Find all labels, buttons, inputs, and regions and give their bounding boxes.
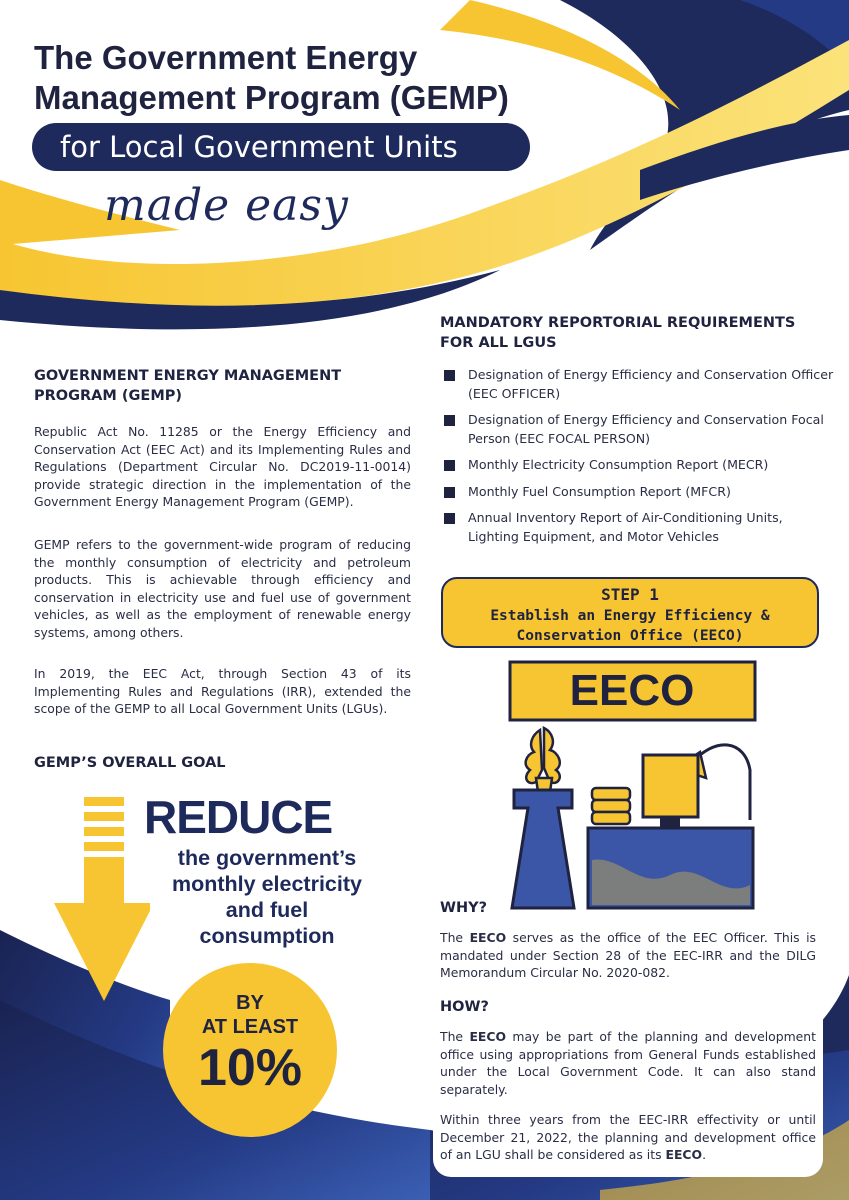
requirements-heading <box>440 313 830 353</box>
step-label: STEP 1 <box>601 585 659 604</box>
why-paragraph <box>440 929 816 982</box>
gemp-heading-line-2: PROGRAM (GEMP) <box>34 388 183 404</box>
title-line-1: The Government Energy <box>34 39 418 76</box>
why-bold: EECO <box>469 930 507 945</box>
requirements-heading-line-2: FOR ALL LGUS <box>440 335 557 351</box>
how-paragraph-1 <box>440 1028 816 1098</box>
how-heading: HOW? <box>440 999 489 1015</box>
goal-heading: GEMP’S OVERALL GOAL <box>34 755 226 771</box>
eeco-office-illustration <box>500 660 765 915</box>
badge-percent: 10% <box>197 1039 303 1097</box>
gemp-heading-line-1: GOVERNMENT ENERGY MANAGEMENT <box>34 368 342 384</box>
req-line: Monthly Fuel Consumption Report (MFCR) <box>468 483 731 499</box>
req-line: Annual Inventory Report of Air-Conditioning Units, <box>468 510 783 525</box>
req-line: Designation of Energy Efficiency and Conservation Officer <box>468 367 834 382</box>
goal-line-1: the government’s <box>177 846 357 870</box>
title-line-2: Management Program (GEMP) <box>34 79 509 116</box>
reduce-text: REDUCE <box>144 791 333 843</box>
square-bullet-icon <box>444 460 455 471</box>
requirements-heading-line-1: MANDATORY REPORTORIAL REQUIREMENTS <box>440 315 796 331</box>
step-1-box <box>441 577 819 648</box>
subtitle-pill: for Local Government Units <box>32 123 530 171</box>
page-title <box>34 38 509 118</box>
reduce-subtext <box>142 845 392 949</box>
goal-line-3: and fuel <box>225 898 309 922</box>
req-line: (EEC OFFICER) <box>468 385 561 401</box>
list-item <box>444 456 836 475</box>
goal-line-2: monthly electricity <box>172 872 362 896</box>
how-p1-bold: EECO <box>469 1029 506 1044</box>
req-line: Monthly Electricity Consumption Report (MECR) <box>468 457 769 472</box>
list-item <box>444 483 836 502</box>
why-heading: WHY? <box>440 900 488 916</box>
why-post: serves as the office of the EEC Officer. This is mandated under Section 28 of the EEC-IRR and the DILG Memorandum Circular No. 2020-082. <box>440 930 817 980</box>
square-bullet-icon <box>444 370 455 381</box>
square-bullet-icon <box>444 487 455 498</box>
list-item <box>444 509 836 546</box>
square-bullet-icon <box>444 415 455 426</box>
gemp-paragraph-2: GEMP refers to the government-wide program of reducing the monthly consumption of electricity and petroleum products. This is achievable through efficiency and conservation in electricity use and fuel use of government vehicles, as well as the employment of renewable energy systems, among others. <box>34 537 411 640</box>
step-line-2: Conservation Office (EECO) <box>516 628 744 644</box>
down-arrow-icon <box>50 795 150 1005</box>
how-p1-pre: The <box>440 1029 470 1044</box>
goal-line-4: consumption <box>199 924 335 948</box>
req-line: Person (EEC FOCAL PERSON) <box>468 430 651 446</box>
tagline: made easy <box>104 180 349 231</box>
step-line-1: Establish an Energy Efficiency & <box>490 608 770 624</box>
goal-badge <box>163 963 337 1137</box>
badge-at-least: AT LEAST <box>201 1016 299 1038</box>
why-pre: The <box>440 930 470 945</box>
square-bullet-icon <box>444 513 455 524</box>
how-p2-pre: Within three years from the EEC-IRR effectivity or until December 21, 2022, the planning and development office of an LGU shall be considered as its <box>440 1112 816 1162</box>
req-line: Lighting Equipment, and Motor Vehicles <box>468 528 719 544</box>
how-paragraph-2 <box>440 1111 816 1164</box>
requirements-list <box>444 366 836 554</box>
list-item <box>444 366 836 403</box>
gemp-paragraph-3: In 2019, the EEC Act, through Section 43 of its Implementing Rules and Regulations (IRR), extended the scope of the GEMP to all Local Government Units (LGUs). <box>34 666 411 716</box>
req-line: Designation of Energy Efficiency and Conservation Focal <box>468 412 824 427</box>
how-p2-post: . <box>702 1147 707 1162</box>
eeco-sign-text: EECO <box>569 666 695 715</box>
how-p2-bold: EECO <box>665 1147 703 1162</box>
gemp-heading <box>34 366 414 406</box>
list-item <box>444 411 836 448</box>
badge-by: BY <box>236 992 264 1014</box>
how-p1-post: may be part of the planning and development office using appropriations from General Funds established under the Local Government Code. It can also stand separately. <box>440 1029 817 1097</box>
gemp-paragraph-1: Republic Act No. 11285 or the Energy Efficiency and Conservation Act (EEC Act) and its Implementing Rules and Regulations (Department Circular No. DC2019-11-0014) provide strategic direction in the implementation of the Government Energy Management Program (GEMP). <box>34 424 411 509</box>
